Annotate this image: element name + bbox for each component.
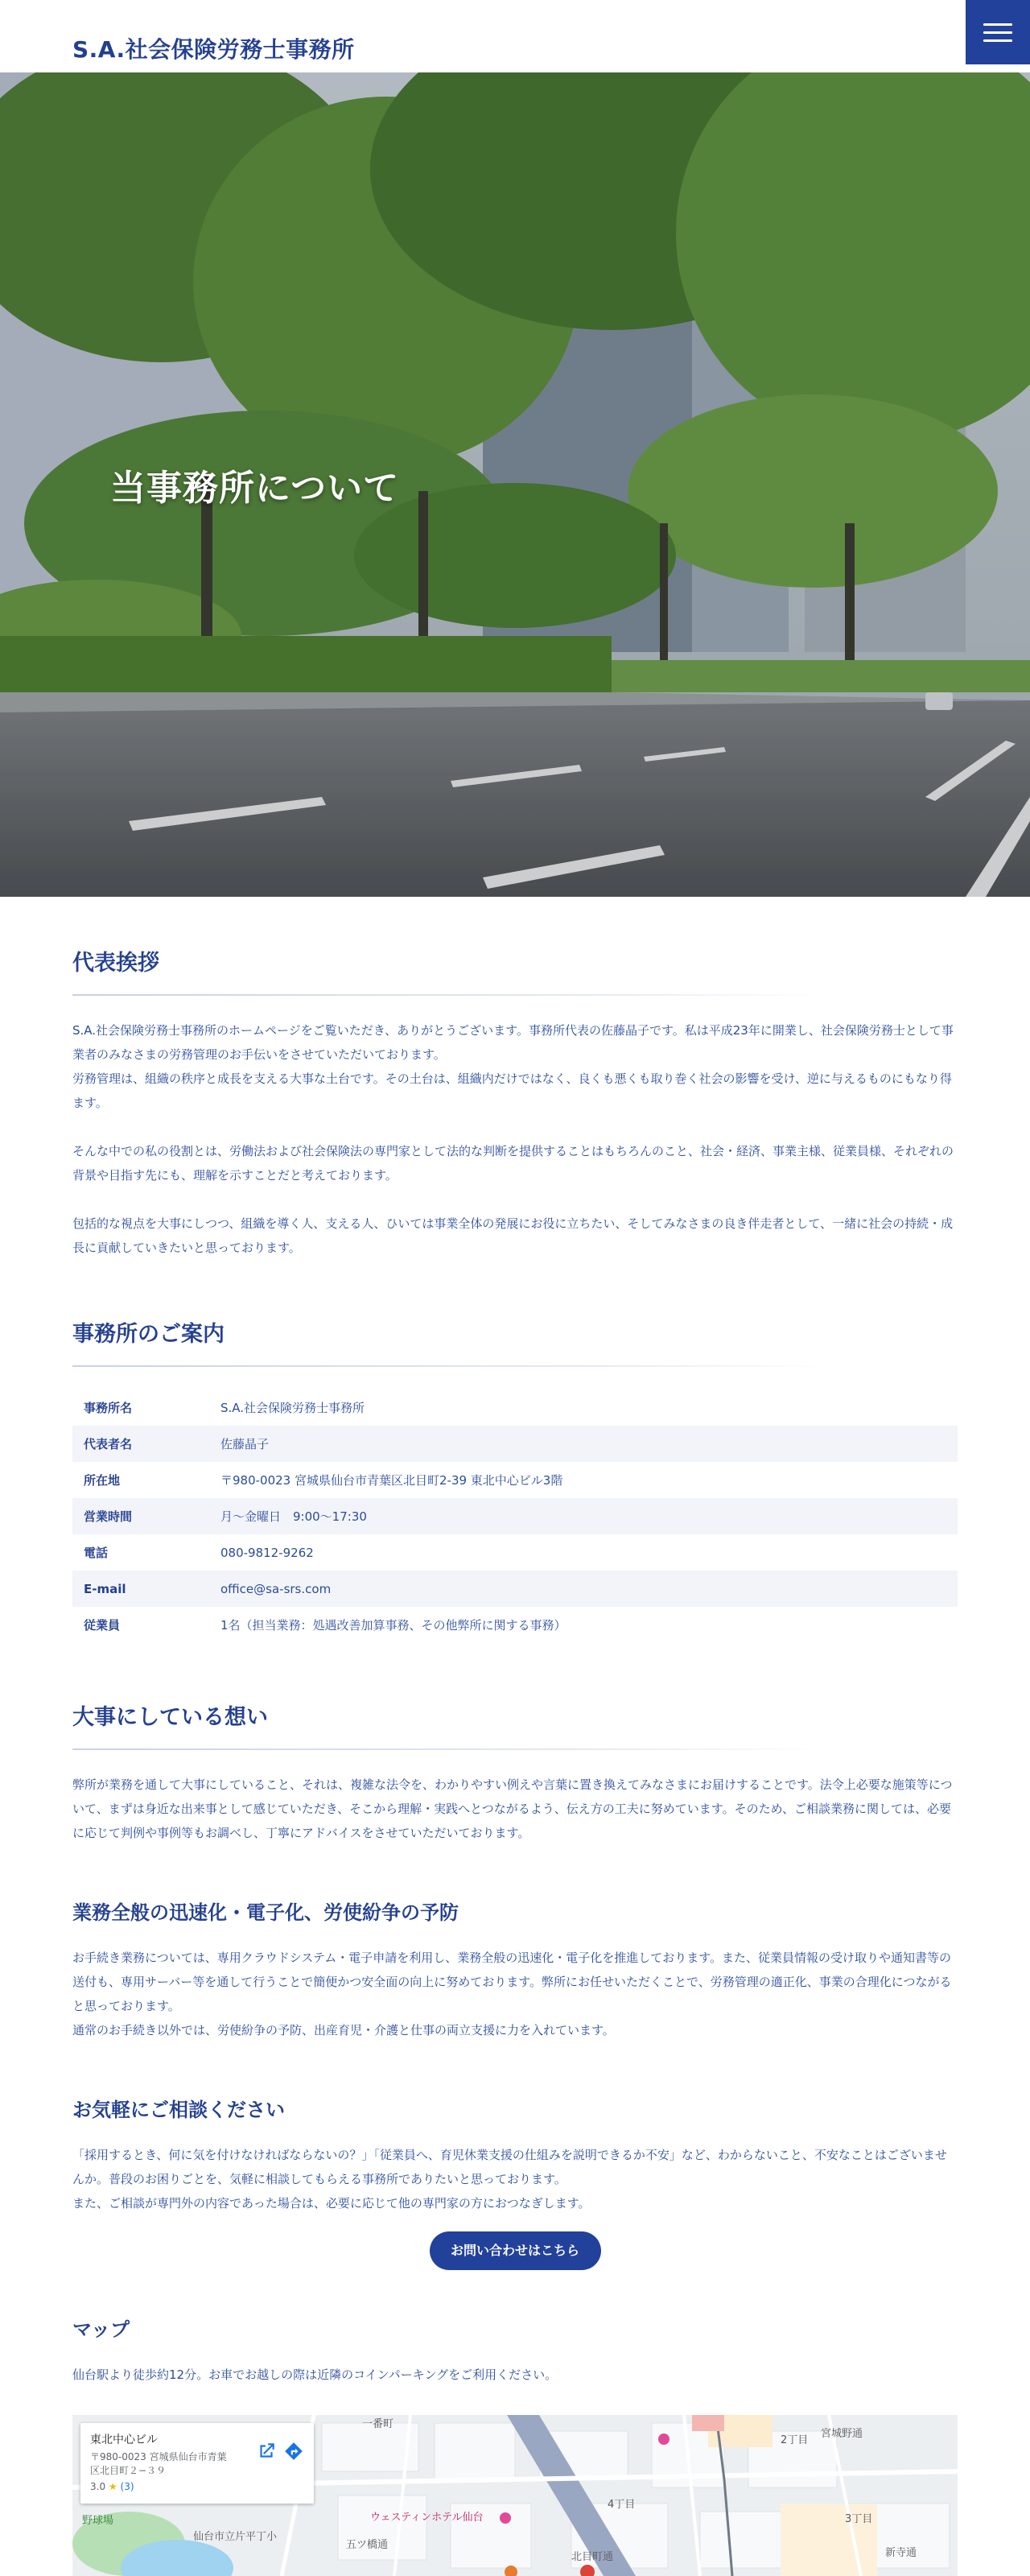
site-title[interactable]: S.A.社会保険労務士事務所 — [72, 36, 355, 63]
map-heading: マップ — [72, 2318, 130, 2341]
map-label-2chome: 2丁目 — [781, 2434, 809, 2446]
map-label-shinteradori: 新寺通 — [885, 2547, 917, 2559]
greeting-paragraph-3: そんな中での私の役割とは、労働法および社会保険法の専門家として法的な判断を提供することはもちろんのこと、社会・経済、事業主様、従業員様、それぞれの背景や目指す先にも、理解を示すことだと考えております。 — [72, 1144, 954, 1183]
row-label: 営業時間 — [72, 1498, 209, 1534]
section-divider — [72, 1365, 958, 1367]
place-name[interactable]: 東北中心ビル — [90, 2434, 158, 2446]
table-row — [72, 1462, 958, 1498]
menu-icon-line-middle — [983, 31, 1012, 34]
row-value[interactable]: 080-9812-9262 — [220, 1545, 314, 1560]
main-content — [72, 897, 958, 2387]
site-header — [0, 0, 1030, 72]
map-label-miyaginodori: 宮城野通 — [821, 2428, 863, 2440]
map-label-ichibancho: 一番町 — [362, 2418, 394, 2430]
map-label-4chome: 4丁目 — [608, 2499, 636, 2511]
consult-paragraph-2: また、ご相談が専門外の内容であった場合は、必要に応じて他の専門家の方におつなぎします。 — [72, 2196, 591, 2211]
digital-paragraph-1: お手続き業務については、専用クラウドシステム・電子申請を利用し、業務全般の迅速化・電子化を推進しております。また、従業員情報の受け取りや通知書等の送付も、専用サーバー等を通して行うことで簡便かつ安全面の向上に努めております。弊所にお任せいただくことで、労務管理の適正化、事業の合理化につながると思っております。 — [72, 1951, 952, 2013]
review-count[interactable]: (3) — [120, 2481, 134, 2492]
values-section — [72, 1699, 958, 1845]
map-label-3chome: 3丁目 — [845, 2513, 873, 2525]
office-info-heading: 事務所のご案内 — [72, 1322, 225, 1347]
greeting-paragraph-2: 労務管理は、組織の秩序と成長を支える大事な土台です。その土台は、組織内だけではなく、良くも悪くも取り巻く社会の影響を受け、逆に与えるものにもなり得ます。 — [72, 1071, 952, 1110]
map-label-baseball: 野球場 — [82, 2515, 114, 2527]
star-icon: ★ — [108, 2481, 117, 2492]
table-row — [72, 1534, 958, 1571]
greeting-paragraph-4: 包括的な視点を大事にしつつ、組織を導く人、支える人、ひいては事業全体の発展にお役に立ちたい、そしてみなさまの良き伴走者として、一緒に社会の持続・成長に貢献していきたいと思っております。 — [72, 1216, 954, 1255]
place-address: 〒980-0023 宮城県仙台市青葉区北目町２−３９ — [90, 2451, 227, 2476]
embedded-map[interactable] — [72, 2415, 958, 2576]
office-info-table — [72, 1389, 958, 1643]
hamburger-menu-button[interactable] — [966, 0, 1030, 64]
row-label: 電話 — [84, 1546, 109, 1560]
section-divider — [72, 1748, 958, 1750]
row-value[interactable]: office@sa-srs.com — [209, 1571, 958, 1607]
rating-value: 3.0 — [90, 2481, 106, 2492]
greeting-heading: 代表挨拶 — [72, 951, 159, 976]
menu-icon-line-top — [983, 23, 1012, 26]
hero-banner — [0, 72, 1030, 897]
table-row — [72, 1571, 958, 1607]
greeting-paragraph-1: S.A.社会保険労務士事務所のホームページをご覧いただき、ありがとうございます。事務所代表の佐藤晶子です。私は平成23年に開業し、社会保険労務士として事業者のみなさまの労務管理のお手伝いをさせていただいております。 — [72, 1023, 954, 1062]
contact-button[interactable]: お問い合わせはこちら — [430, 2231, 601, 2270]
row-value: 〒980-0023 宮城県仙台市青葉区北目町2-39 東北中心ビル3階 — [220, 1473, 563, 1488]
digital-heading: 業務全般の迅速化・電子化、労使紛争の予防 — [72, 1901, 459, 1924]
row-value: 月～金曜日 9:00～17:30 — [209, 1498, 958, 1534]
table-row — [72, 1498, 958, 1534]
map-label-westin: ウェスティンホテル仙台 — [370, 2512, 484, 2524]
hero-title: 当事務所について — [110, 468, 400, 509]
open-in-maps-icon[interactable] — [256, 2441, 277, 2462]
map-place-card — [80, 2423, 314, 2504]
row-value: 1名（担当業務：処遇改善加算事務、その他弊所に関する事務） — [220, 1618, 566, 1633]
row-label: 従業員 — [84, 1618, 121, 1633]
map-label-kitamemachi: 北目町通 — [571, 2551, 614, 2563]
values-heading: 大事にしている想い — [72, 1705, 268, 1730]
values-paragraph: 弊所が業務を通して大事にしていること、それは、複雑な法令を、わかりやすい例えや言葉に置き換えてみなさまにお届けすることです。法令上必要な施策等について、まずは身近な出来事として感じていただき、そこから理解・実践へとつながるよう、伝え方の工夫に努めています。そのため、ご相談業務に関しては、必要に応じて判例や事例等もお調べし、丁寧にアドバイスをさせていただいております。 — [72, 1777, 953, 1840]
row-value: 佐藤晶子 — [209, 1426, 958, 1462]
consult-section — [72, 2094, 958, 2270]
digital-section — [72, 1897, 958, 2042]
row-label: 代表者名 — [72, 1426, 209, 1462]
consult-heading: お気軽にご相談ください — [72, 2099, 285, 2121]
row-label: 所在地 — [84, 1473, 121, 1488]
table-row — [72, 1426, 958, 1462]
map-section — [72, 2314, 958, 2387]
directions-icon[interactable] — [283, 2441, 304, 2462]
office-info-section — [72, 1316, 958, 1643]
table-row — [72, 1607, 958, 1643]
menu-icon-line-bottom — [983, 39, 1012, 42]
section-divider — [72, 994, 958, 996]
map-label-school: 仙台市立片平丁小 — [193, 2531, 278, 2543]
consult-paragraph-1: 「採用するとき、何に気を付けなければならないの？」「従業員へ、育児休業支援の仕組みを説明できるか不安」など、わからないこと、不安なことはございませんか。普段のお困りごとを、気軽に相談してもらえる事務所でありたいと思っております。 — [72, 2148, 947, 2186]
greeting-section — [72, 897, 958, 1260]
map-access-note: 仙台駅より徒歩約12分。お車でお越しの際は近隣のコインパーキングをご利用ください。 — [72, 2368, 558, 2382]
row-value: S.A.社会保険労務士事務所 — [220, 1401, 365, 1415]
digital-paragraph-2: 通常のお手続き以外では、労使紛争の予防、出産育児・介護と仕事の両立支援に力を入れています。 — [72, 2023, 615, 2037]
map-label-itsutsubashi: 五ツ橋通 — [346, 2539, 389, 2551]
place-rating — [90, 2481, 304, 2492]
row-label: E-mail — [72, 1571, 209, 1607]
row-label: 事務所名 — [84, 1401, 133, 1415]
table-row — [72, 1389, 958, 1426]
